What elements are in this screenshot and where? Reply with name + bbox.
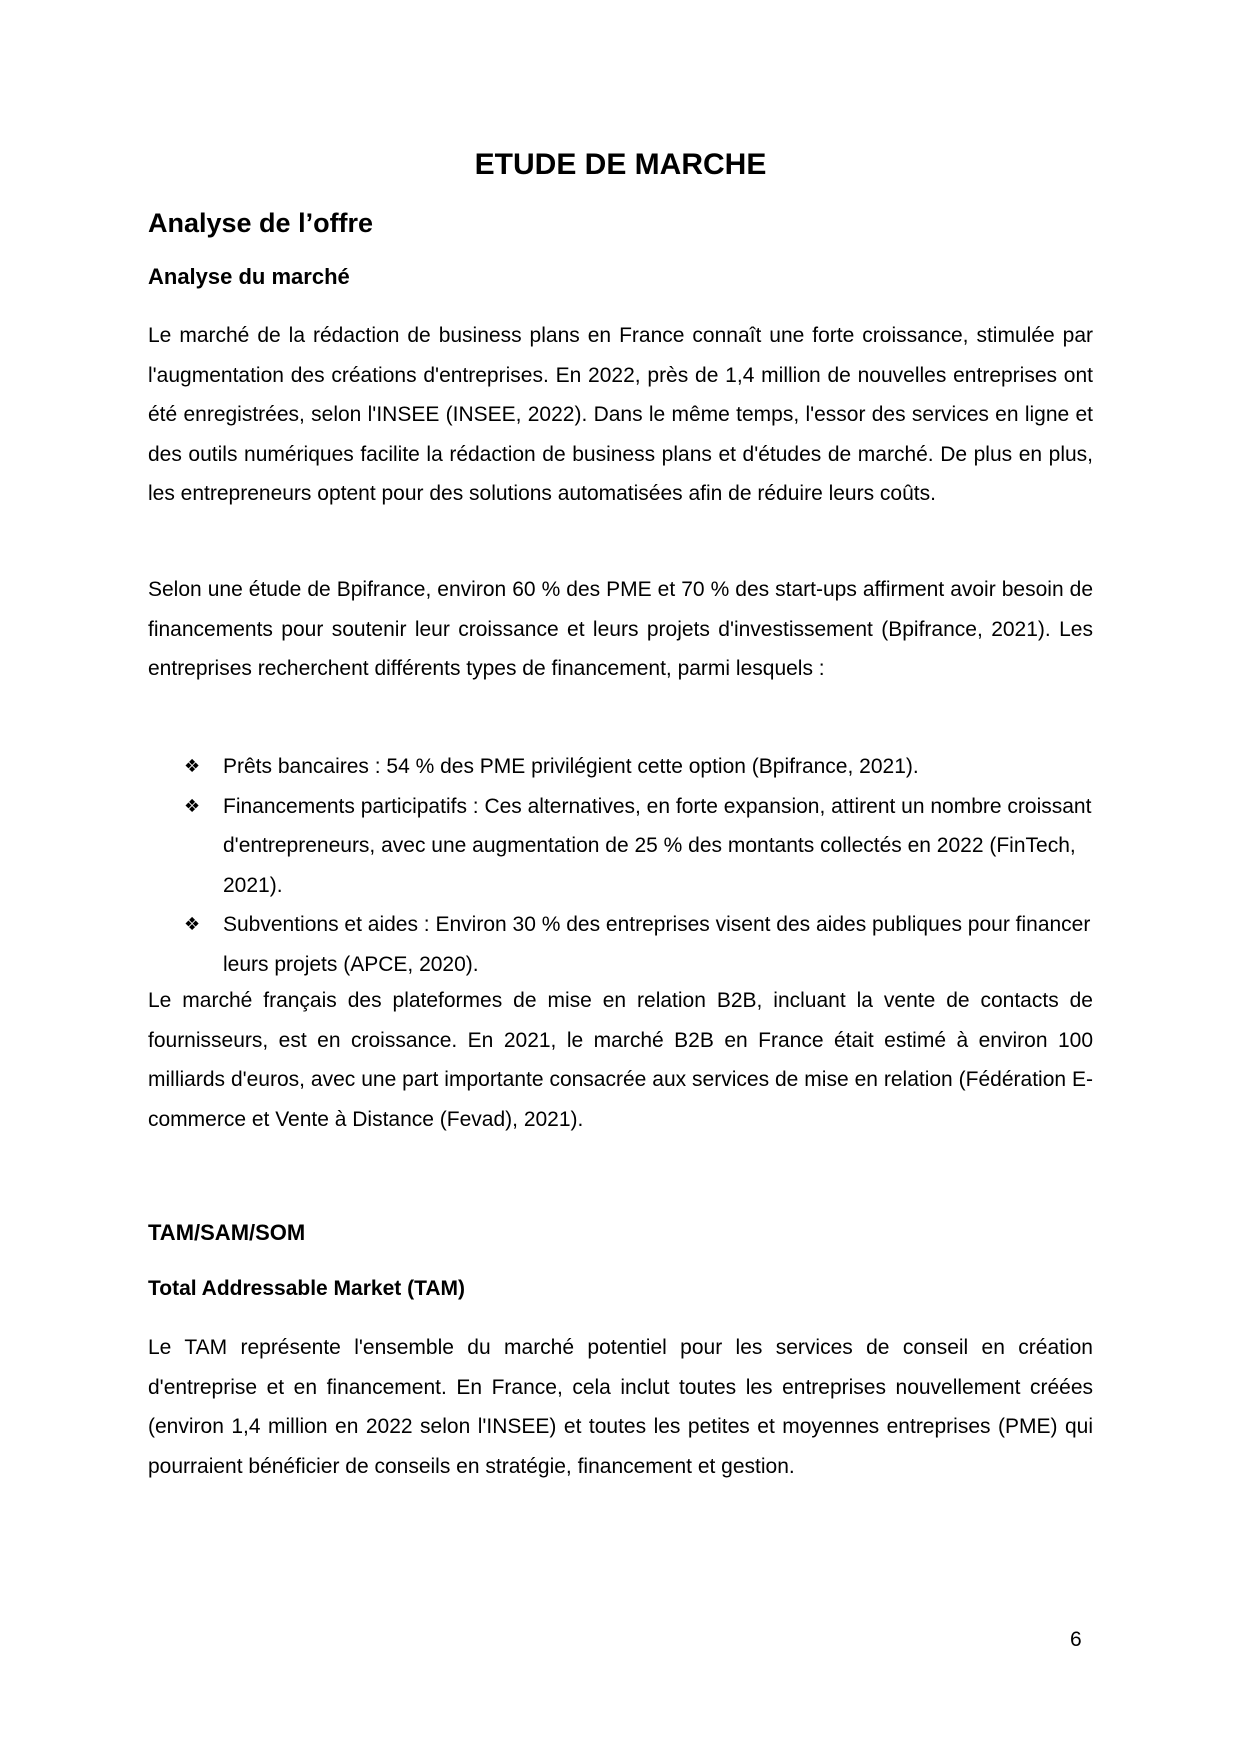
paragraph-market-growth: Le marché de la rédaction de business plans en France connaît une forte croissance, stimulée par l'augmentation des créations d'entreprises. En 2022, près de 1,4 million de nouvelles entreprises ont été enregistrées, selon l'INSEE (INSEE, 2022). Dans le même temps, l'essor des services en ligne et des outils numériques facilite la rédaction de business plans et d'études de marché. De plus en plus, les entrepreneurs optent pour des solutions automatisées afin de réduire leurs coûts. [148, 324, 1093, 505]
financing-types-list [148, 747, 1093, 984]
paragraph-financing-needs: Selon une étude de Bpifrance, environ 60 % des PME et 70 % des start-ups affirment avoir besoin de financements pour soutenir leur croissance et leurs projets d'investissement (Bpifrance, 2021). Les entreprises recherchent différents types de financement, parmi lesquels : [148, 578, 1093, 680]
list-item-text: Financements participatifs : Ces alternatives, en forte expansion, attirent un nombre croissant d'entrepreneurs, avec une augmentation de 25 % des montants collectés en 2022 (FinTech, 2021). [223, 794, 1092, 897]
subsection-heading-market: Analyse du marché [148, 264, 350, 289]
diamond-bullet-icon: ❖ [184, 914, 201, 935]
list-item [148, 787, 1093, 906]
list-item [148, 747, 1093, 787]
list-item-text: Prêts bancaires : 54 % des PME privilégient cette option (Bpifrance, 2021). [223, 755, 919, 778]
list-item [148, 905, 1093, 984]
page-number: 6 [1070, 1628, 1082, 1651]
list-item-text: Subventions et aides : Environ 30 % des entreprises visent des aides publiques pour financer leurs projets (APCE, 2020). [223, 913, 1091, 976]
paragraph-b2b-market: Le marché français des plateformes de mise en relation B2B, incluant la vente de contacts de fournisseurs, est en croissance. En 2021, le marché B2B en France était estimé à environ 100 milliards d'euros, avec une part importante consacrée aux services de mise en relation (Fédération E-commerce et Vente à Distance (Fevad), 2021). [148, 989, 1093, 1131]
subsection-heading-tam-sam-som: TAM/SAM/SOM [148, 1220, 306, 1245]
section-heading: Analyse de l’offre [148, 208, 374, 238]
diamond-bullet-icon: ❖ [184, 795, 201, 817]
page-title: ETUDE DE MARCHE [474, 148, 767, 181]
tam-heading: Total Addressable Market (TAM) [148, 1277, 465, 1300]
diamond-bullet-icon: ❖ [184, 756, 201, 777]
paragraph-tam-definition: Le TAM représente l'ensemble du marché potentiel pour les services de conseil en création d'entreprise et en financement. En France, cela inclut toutes les entreprises nouvellement créées (environ 1,4 million en 2022 selon l'INSEE) et toutes les petites et moyennes entreprises (PME) qui pourraient bénéficier de conseils en stratégie, financement et gestion. [148, 1336, 1093, 1478]
